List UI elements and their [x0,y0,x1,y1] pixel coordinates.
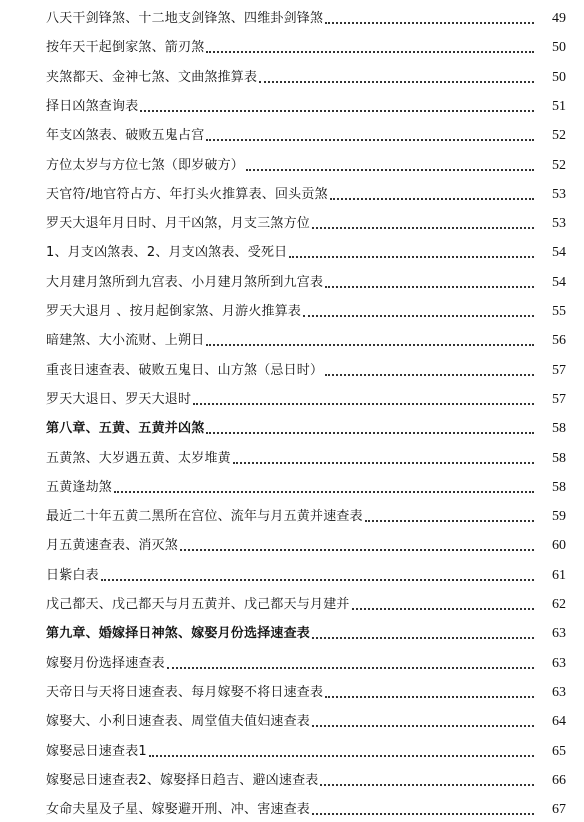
toc-entry[interactable] [46,737,566,761]
toc-leader-dots [206,51,534,53]
toc-page-number: 55 [552,304,566,319]
toc-leader-dots [325,696,534,698]
toc-entry-title: 大月建月煞所到九宫表、小月建月煞所到九宫表 [46,274,324,290]
toc-page-number: 50 [552,40,566,56]
toc-leader-dots [206,139,534,141]
toc-entry-title: 嫁娶月份选择速查表 [46,655,165,671]
toc-page-number: 53 [552,216,566,232]
toc-entry[interactable] [46,795,566,819]
toc-page-number: 56 [552,333,566,349]
toc-entry-title: 嫁娶忌日速查表1 [46,743,147,759]
toc-page-number: 64 [552,714,566,730]
toc-leader-dots [325,374,534,376]
toc-entry-title: 夹煞都天、金神七煞、文曲煞推算表 [46,69,258,85]
toc-entry[interactable] [46,473,566,497]
toc-entry[interactable] [46,4,566,28]
toc-leader-dots [149,755,534,757]
toc-entry-title: 第九章、婚嫁择日神煞、嫁娶月份选择速查表 [46,626,311,642]
toc-leader-dots [312,725,534,727]
toc-page-number: 63 [552,684,566,700]
toc-leader-dots [325,22,534,24]
toc-page-number: 67 [552,802,566,818]
toc-entry-title: 戊己都天、戊己都天与月五黄并、戊己都天与月建并 [46,597,350,612]
toc-page-number: 63 [552,626,566,642]
toc-leader-dots [312,813,534,815]
toc-leader-dots [320,784,534,786]
toc-leader-dots [289,256,534,258]
toc-entry-title: 最近二十年五黄二黑所在宫位、流年与月五黄并速查表 [46,509,363,525]
toc-entry-title: 重丧日速查表、破败五鬼日、山方煞（忌日时） [46,362,324,378]
toc-entry[interactable] [46,502,566,526]
toc-entry-title: 按年天干起倒家煞、箭刃煞 [46,40,205,56]
toc-leader-dots [167,667,534,669]
toc-entry-title: 天官符/地官符占方、年打头火推算表、回头贡煞 [46,186,328,202]
toc-page-number: 49 [552,11,566,26]
toc-leader-dots [365,520,534,522]
toc-entry-title: 嫁娶大、小利日速查表、周堂值夫值妇速查表 [46,714,311,730]
toc-entry-title: 方位太岁与方位七煞（即岁破方） [46,157,245,173]
toc-entry[interactable] [46,356,566,380]
toc-entry-title: 月五黄速查表、消灭煞 [46,538,179,554]
toc-leader-dots [206,432,534,434]
toc-page-number: 54 [552,274,566,290]
toc-entry-title: 罗天大退年月日时、月干凶煞，月支三煞方位 [46,216,311,232]
toc-entry[interactable] [46,766,566,790]
toc-entry[interactable] [46,151,566,175]
toc-entry-title: 八天干剑锋煞、十二地支剑锋煞、四维卦剑锋煞 [46,11,324,26]
toc-entry-title: 天帝日与天将日速查表、每月嫁娶不将日速查表 [46,684,324,700]
toc-page-number: 62 [552,597,566,612]
toc-entry[interactable] [46,531,566,555]
toc-page-number: 60 [552,538,566,554]
toc-entry[interactable] [46,33,566,57]
toc-page-number: 57 [552,362,566,378]
toc-entry-title: 罗天大退日、罗天大退时 [46,391,192,407]
toc-entry[interactable] [46,121,566,145]
toc-entry[interactable] [46,590,566,614]
toc-page-number: 53 [552,186,566,202]
toc-leader-dots [352,608,534,610]
toc-leader-dots [140,110,534,112]
toc-entry-title: 日紫白表 [46,567,99,583]
toc-entry[interactable] [46,678,566,702]
toc-entry[interactable] [46,297,566,321]
toc-page-number: 52 [552,128,566,144]
toc-leader-dots [180,549,534,551]
toc-page-number: 59 [552,509,566,525]
toc-entry[interactable] [46,707,566,731]
toc-page-number: 65 [552,743,566,759]
toc-leader-dots [246,169,534,171]
toc-leader-dots [303,315,534,317]
toc-page-number: 50 [552,69,566,85]
toc-leader-dots [233,462,534,464]
toc-entry[interactable] [46,268,566,292]
toc-chapter-entry[interactable] [46,414,566,438]
toc-page-number: 57 [552,391,566,407]
toc-page-number: 63 [552,655,566,671]
toc-page-number: 58 [552,450,566,466]
toc-entry-title: 五黄逢劫煞 [46,479,113,495]
toc-chapter-entry[interactable] [46,619,566,643]
toc-page-number: 58 [552,421,566,437]
toc-entry[interactable] [46,444,566,468]
toc-entry-title: 罗天大退月 、按月起倒家煞、月游火推算表 [46,304,302,319]
toc-entry[interactable] [46,561,566,585]
toc-page-number: 54 [552,245,566,261]
toc-entry-title: 五黄煞、大岁遇五黄、太岁堆黄 [46,450,231,466]
toc-page-number: 61 [552,567,566,583]
toc-leader-dots [312,227,534,229]
toc-entry[interactable] [46,63,566,87]
toc-entry-title: 1、月支凶煞表、2、月支凶煞表、受死日 [46,245,288,261]
toc-leader-dots [259,81,534,83]
toc-leader-dots [330,198,534,200]
toc-entry[interactable] [46,209,566,233]
toc-leader-dots [325,286,534,288]
toc-page-number: 52 [552,157,566,173]
toc-entry-title: 年支凶煞表、破败五鬼占宫 [46,128,205,144]
toc-entry[interactable] [46,649,566,673]
toc-entry-title: 暗建煞、大小流财、上朔日 [46,333,205,349]
toc-entry[interactable] [46,92,566,116]
toc-entry-title: 第八章、五黄、五黄并凶煞 [46,421,205,437]
toc-leader-dots [114,491,534,493]
toc-leader-dots [206,344,534,346]
toc-entry-title: 女命夫星及子星、嫁娶避开刑、冲、害速查表 [46,802,311,818]
toc-page-number: 58 [552,479,566,495]
toc-entry[interactable] [46,180,566,204]
toc-leader-dots [193,403,534,405]
toc-leader-dots [312,637,534,639]
toc-page-number: 51 [552,98,566,114]
toc-entry-title: 择日凶煞查询表 [46,98,139,114]
toc-entry[interactable] [46,326,566,350]
toc-page-number: 66 [552,772,566,788]
toc-entry[interactable] [46,385,566,409]
toc-entry-title: 嫁娶忌日速查表2、嫁娶择日趋吉、避凶速查表 [46,772,319,788]
toc-leader-dots [101,579,534,581]
toc-entry[interactable] [46,238,566,262]
